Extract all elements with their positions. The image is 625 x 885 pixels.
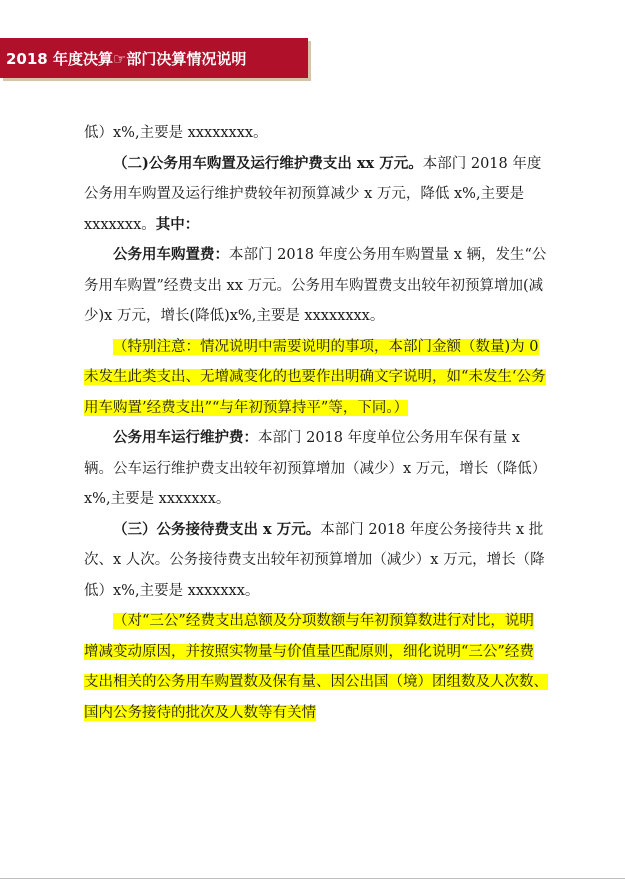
paragraph-special-note — [84, 332, 548, 424]
vehicle-expenses-text: 本部门 2018 年度公务用车购置及运行维护费较年初预算减少 x 万元，降低 x%,主要是 xxxxxxx。 — [84, 155, 542, 233]
header-banner — [0, 38, 308, 78]
paragraph-vehicle-purchase — [84, 240, 548, 332]
special-note-highlight: （特别注意：情况说明中需要说明的事项，本部门金额（数量)为 0 未发生此类支出、无增减变化的也要作出明确文字说明，如“未发生‘公务用车购置’经费支出”“与年初预算持平”等，下同。） — [84, 338, 546, 416]
section-heading-reception: （三）公务接待费支出 x 万元。 — [113, 520, 321, 538]
paragraph-continuation: 低）x%,主要是 xxxxxxxx。 — [84, 125, 268, 141]
paragraph-reception — [84, 515, 548, 607]
page-title: 2018 年度决算☞部门决算情况说明 — [6, 49, 247, 68]
document-body — [84, 118, 548, 728]
vehicle-maintenance-heading: 公务用车运行维护费： — [113, 429, 258, 446]
among-them-label: 其中： — [155, 215, 200, 233]
vehicle-purchase-text: 本部门 2018 年度公务用车购置量 x 辆，发生“公务用车购置”经费支出 xx 万元。公务用车购置费支出较年初预算增加(减少)x 万元，增长(降低)x%,主要是 xxxxxxxx。 — [84, 247, 547, 324]
three-public-note-highlight: （对“三公”经费支出总额及分项数额与年初预算数进行对比，说明增减变动原因，并按照实物量与价值量匹配原则，细化说明“三公”经费支出相关的公务用车购置数及保有量、因公出国（境）团组数及人次数、国内公务接待的批次及人数等有关情 — [84, 613, 548, 721]
paragraph-vehicle-expenses — [84, 149, 548, 241]
section-heading-vehicle: （二)公务用车购置及运行维护费支出 xx 万元。 — [113, 154, 423, 172]
paragraph-vehicle-maintenance — [84, 423, 548, 515]
paragraph-three-public-note — [84, 606, 548, 728]
vehicle-maintenance-text: 本部门 2018 年度单位公务用车保有量 x 辆。公车运行维护费支出较年初预算增加（减少）x 万元，增长（降低）x%,主要是 xxxxxxx。 — [84, 430, 547, 507]
vehicle-purchase-heading: 公务用车购置费： — [113, 246, 229, 263]
reception-text: 本部门 2018 年度公务接待共 x 批次、x 人次。公务接待费支出较年初预算增加（减少）x 万元，增长（降低）x%,主要是 xxxxxxx。 — [84, 521, 545, 599]
page-bottom-divider — [0, 878, 625, 879]
